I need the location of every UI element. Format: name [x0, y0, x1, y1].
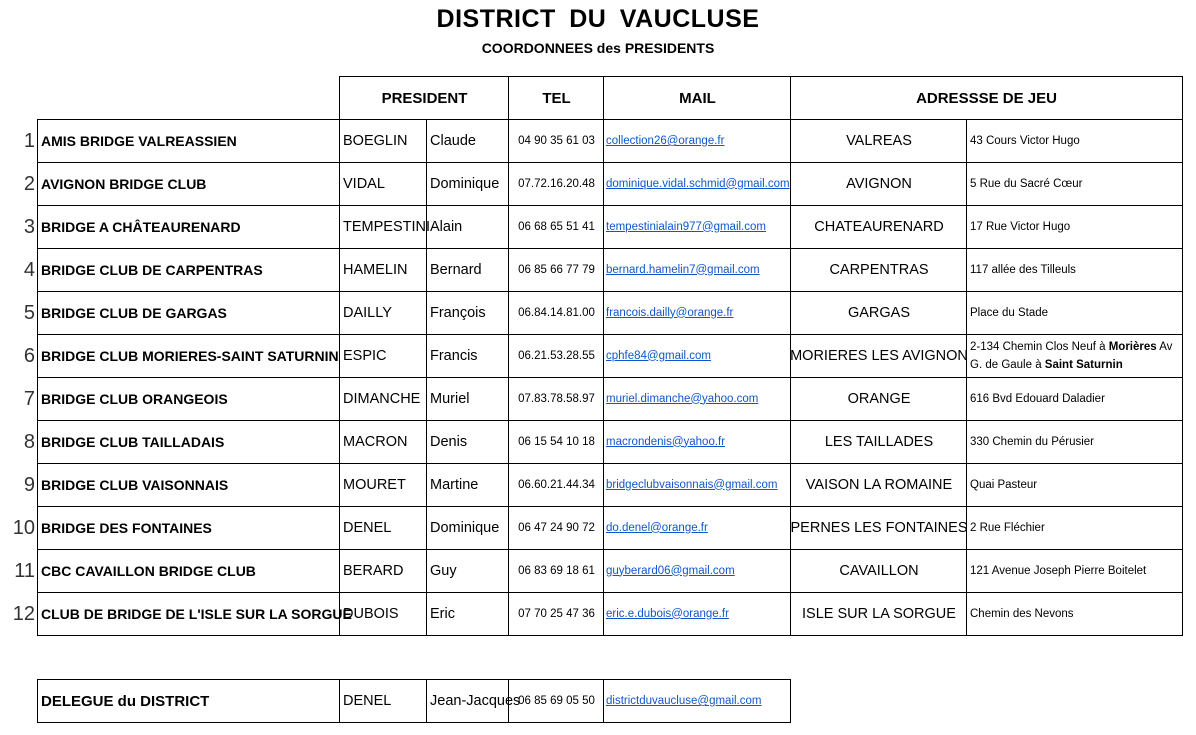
president-tel: 06.21.53.28.55: [508, 334, 604, 378]
adresse-ville: VALREAS: [790, 119, 967, 163]
adresse-line-2: [970, 356, 1123, 374]
president-prenom: Alain: [426, 205, 509, 249]
mail-link[interactable]: guyberard06@gmail.com: [606, 564, 735, 577]
club-name: AMIS BRIDGE VALREASSIEN: [37, 119, 340, 163]
adresse-ville: ORANGE: [790, 377, 967, 421]
president-tel: 06 68 65 51 41: [508, 205, 604, 249]
page-title: DISTRICT DU VAUCLUSE: [436, 5, 760, 33]
mail-link[interactable]: bridgeclubvaisonnais@gmail.com: [606, 478, 778, 491]
president-mail: [603, 334, 791, 378]
president-tel: 07 70 25 47 36: [508, 592, 604, 636]
row-number: 2: [23, 172, 35, 195]
row-number: 8: [23, 430, 35, 453]
page-subtitle: COORDONNEES des PRESIDENTS: [481, 40, 715, 56]
row-number: 3: [23, 215, 35, 238]
president-prenom: François: [426, 291, 509, 335]
club-name: CBC CAVAILLON BRIDGE CLUB: [37, 549, 340, 593]
president-prenom: Guy: [426, 549, 509, 593]
president-tel: 06.60.21.44.34: [508, 463, 604, 507]
adresse-rue: Place du Stade: [966, 291, 1183, 335]
column-header-adresse: ADRESSSE DE JEU: [790, 76, 1183, 120]
president-nom: ESPIC: [339, 334, 427, 378]
delegue-label: DELEGUE du DISTRICT: [37, 679, 340, 723]
adresse-ville: PERNES LES FONTAINES: [790, 506, 967, 550]
president-mail: [603, 291, 791, 335]
adresse-rue: [966, 334, 1183, 378]
mail-link[interactable]: dominique.vidal.schmid@gmail.com: [606, 177, 790, 190]
row-number: 10: [12, 516, 35, 539]
club-name: BRIDGE CLUB ORANGEOIS: [37, 377, 340, 421]
row-number: 12: [12, 602, 35, 625]
president-prenom: Muriel: [426, 377, 509, 421]
president-tel: 07.72.16.20.48: [508, 162, 604, 206]
adresse-line-1: [970, 338, 1172, 356]
president-nom: DIMANCHE: [339, 377, 427, 421]
president-prenom: Bernard: [426, 248, 509, 292]
president-nom: BOEGLIN: [339, 119, 427, 163]
adresse-rue: 17 Rue Victor Hugo: [966, 205, 1183, 249]
president-nom: MOURET: [339, 463, 427, 507]
president-mail: [603, 420, 791, 464]
row-number: 5: [23, 301, 35, 324]
club-name: BRIDGE CLUB DE CARPENTRAS: [37, 248, 340, 292]
president-mail: [603, 205, 791, 249]
club-name: BRIDGE CLUB MORIERES-SAINT SATURNIN: [37, 334, 340, 378]
president-nom: DAILLY: [339, 291, 427, 335]
delegue-mail-cell: [603, 679, 791, 723]
president-mail: [603, 377, 791, 421]
adresse-rue: 330 Chemin du Pérusier: [966, 420, 1183, 464]
president-nom: DENEL: [339, 506, 427, 550]
president-mail: [603, 162, 791, 206]
adresse-rue: 121 Avenue Joseph Pierre Boitelet: [966, 549, 1183, 593]
president-tel: 06.84.14.81.00: [508, 291, 604, 335]
delegue-mail-link[interactable]: districtduvaucluse@gmail.com: [606, 695, 762, 707]
column-header-tel: TEL: [508, 76, 604, 120]
club-name: CLUB DE BRIDGE DE L'ISLE SUR LA SORGUE: [37, 592, 340, 636]
club-name: BRIDGE DES FONTAINES: [37, 506, 340, 550]
president-nom: BERARD: [339, 549, 427, 593]
president-nom: TEMPESTINI: [339, 205, 427, 249]
president-tel: 04 90 35 61 03: [508, 119, 604, 163]
president-prenom: Francis: [426, 334, 509, 378]
president-prenom: Martine: [426, 463, 509, 507]
row-number: 4: [23, 258, 35, 281]
adresse-text: Av: [1156, 340, 1173, 353]
row-number: 11: [14, 559, 35, 582]
president-mail: [603, 592, 791, 636]
president-nom: HAMELIN: [339, 248, 427, 292]
club-name: BRIDGE CLUB DE GARGAS: [37, 291, 340, 335]
president-mail: [603, 119, 791, 163]
president-tel: 06 83 69 18 61: [508, 549, 604, 593]
mail-link[interactable]: do.denel@orange.fr: [606, 521, 708, 534]
adresse-rue: 616 Bvd Edouard Daladier: [966, 377, 1183, 421]
mail-link[interactable]: macrondenis@yahoo.fr: [606, 435, 726, 448]
president-prenom: Eric: [426, 592, 509, 636]
mail-link[interactable]: bernard.hamelin7@gmail.com: [606, 263, 760, 276]
club-name: BRIDGE CLUB VAISONNAIS: [37, 463, 340, 507]
mail-link[interactable]: tempestinialain977@gmail.com: [606, 220, 766, 233]
adresse-ville: ISLE SUR LA SORGUE: [790, 592, 967, 636]
column-header-president: PRESIDENT: [339, 76, 509, 120]
club-name: BRIDGE A CHÂTEAURENARD: [37, 205, 340, 249]
adresse-ville: AVIGNON: [790, 162, 967, 206]
adresse-ville: GARGAS: [790, 291, 967, 335]
president-prenom: Dominique: [426, 162, 509, 206]
president-prenom: Dominique: [426, 506, 509, 550]
column-header-mail: MAIL: [603, 76, 791, 120]
adresse-town-bold: Saint Saturnin: [1044, 358, 1123, 371]
adresse-ville: CHATEAURENARD: [790, 205, 967, 249]
president-tel: 07.83.78.58.97: [508, 377, 604, 421]
club-name: AVIGNON BRIDGE CLUB: [37, 162, 340, 206]
adresse-text: 2-134 Chemin Clos Neuf à: [970, 340, 1109, 353]
president-nom: VIDAL: [339, 162, 427, 206]
president-mail: [603, 506, 791, 550]
president-tel: 06 85 66 77 79: [508, 248, 604, 292]
delegue-tel: 06 85 69 05 50: [508, 679, 604, 723]
adresse-ville: VAISON LA ROMAINE: [790, 463, 967, 507]
mail-link[interactable]: cphfe84@gmail.com: [606, 349, 711, 362]
adresse-rue: Quai Pasteur: [966, 463, 1183, 507]
adresse-ville: CAVAILLON: [790, 549, 967, 593]
adresse-ville: CARPENTRAS: [790, 248, 967, 292]
mail-link[interactable]: francois.dailly@orange.fr: [606, 306, 734, 319]
president-mail: [603, 463, 791, 507]
delegue-prenom: Jean-Jacques: [426, 679, 509, 723]
adresse-rue: 5 Rue du Sacré Cœur: [966, 162, 1183, 206]
president-tel: 06 47 24 90 72: [508, 506, 604, 550]
adresse-ville: LES TAILLADES: [790, 420, 967, 464]
president-nom: MACRON: [339, 420, 427, 464]
mail-link[interactable]: collection26@orange.fr: [606, 135, 725, 147]
adresse-town-bold: Morières: [1108, 340, 1157, 353]
mail-link[interactable]: eric.e.dubois@orange.fr: [606, 607, 729, 620]
mail-link[interactable]: muriel.dimanche@yahoo.com: [606, 392, 759, 405]
row-number: 9: [23, 473, 35, 496]
president-mail: [603, 549, 791, 593]
row-number: 1: [23, 129, 35, 152]
president-mail: [603, 248, 791, 292]
president-nom: DUBOIS: [339, 592, 427, 636]
adresse-rue: 117 allée des Tilleuls: [966, 248, 1183, 292]
club-name: BRIDGE CLUB TAILLADAIS: [37, 420, 340, 464]
adresse-rue: 43 Cours Victor Hugo: [966, 119, 1183, 163]
president-prenom: Denis: [426, 420, 509, 464]
row-number: 7: [23, 387, 35, 410]
president-prenom: Claude: [426, 119, 509, 163]
adresse-ville: MORIERES LES AVIGNON: [790, 334, 967, 378]
adresse-rue: 2 Rue Fléchier: [966, 506, 1183, 550]
row-number: 6: [23, 344, 35, 367]
adresse-text: G. de Gaule à: [970, 358, 1045, 371]
adresse-rue: Chemin des Nevons: [966, 592, 1183, 636]
president-tel: 06 15 54 10 18: [508, 420, 604, 464]
delegue-nom: DENEL: [339, 679, 427, 723]
